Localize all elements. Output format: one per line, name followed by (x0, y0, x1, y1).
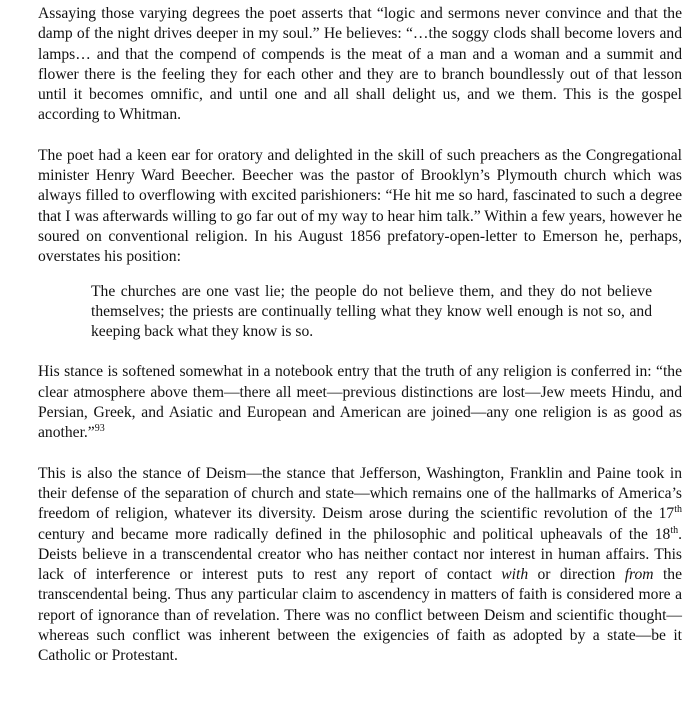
emphasis-with: with (501, 566, 529, 584)
paragraph-gap (38, 268, 682, 282)
emphasis-from: from (624, 566, 654, 584)
paragraph-gap (38, 342, 682, 362)
paragraph-text-1: This is also the stance of Deism—the stance that Jefferson, Washington, Franklin and Paine took in their defense of the separation of church and state—which remains one of the hallmarks of America’s freedom of religion, whatever its diversity. Deism arose during the scientific revolution of the 17 (38, 464, 682, 523)
paragraph-text: His stance is softened somewhat in a notebook entry that the truth of any religion is conferred in: “the clear atmosphere above them—there all meet—previous distinctions are lost—Jew meets Hindu, and Persian, Greek, and Asiatic and European and American are joined—any one religion is as good as another.” (38, 363, 682, 442)
paragraph-text-5: the transcendental being. Thus any particular claim to ascendency in matters of faith is considered more a report of ignorance than of revelation. There was no conflict between Deism and scientific thought—whereas such conflict was inherent between the exigencies of faith as adopted by a state—be it Catholic or Protestant. (38, 566, 683, 665)
footnote-marker: 93 (94, 423, 105, 435)
ordinal-superscript: th (670, 524, 679, 536)
paragraph-gap (38, 444, 682, 464)
paragraph-deism (38, 464, 682, 667)
paragraph-text-4: or direction (528, 566, 625, 584)
paragraph-notebook-entry (38, 362, 682, 443)
paragraph-text-3: . Deists believe in a transcendental creator who has neither contact nor interest in human affairs. This lack of interference or interest puts to rest any report of contact (38, 525, 682, 584)
block-quote-churches: The churches are one vast lie; the people do not believe them, and they do not believe themselves; the priests are continually telling what they know well enough is not so, and keeping back what they know is so. (91, 282, 652, 341)
paragraph-beecher: The poet had a keen ear for oratory and delighted in the skill of such preachers as the Congregational minister Henry Ward Beecher. Beecher was the pastor of Brooklyn’s Plymouth church which was always filled to overflowing with excited parishioners: “He hit me so hard, fascinated to such a degree that I was afterwards willing to go far out of my way to hear him talk.” Within a few years, however he soured on conventional religion. In his August 1856 prefatory-open-letter to Emerson he, perhaps, overstates his position: (38, 146, 682, 266)
paragraph-whitman-gospel: Assaying those varying degrees the poet asserts that “logic and sermons never convince and that the damp of the night drives deeper in my soul.” He believes: “…the soggy clods shall become lovers and lamps… and that the compend of compends is the meat of a man and a woman and a summit and flower there is the feeling they for each other and they are to branch boundlessly out of that lesson until it becomes omnific, and until one and all shall delight us, and we them. This is the gospel according to Whitman. (38, 5, 682, 124)
ordinal-superscript: th (674, 504, 682, 516)
paragraph-gap (38, 126, 682, 146)
paragraph-text-2: century and became more radically defined in the philosophic and political upheavals of the 18 (38, 525, 671, 543)
